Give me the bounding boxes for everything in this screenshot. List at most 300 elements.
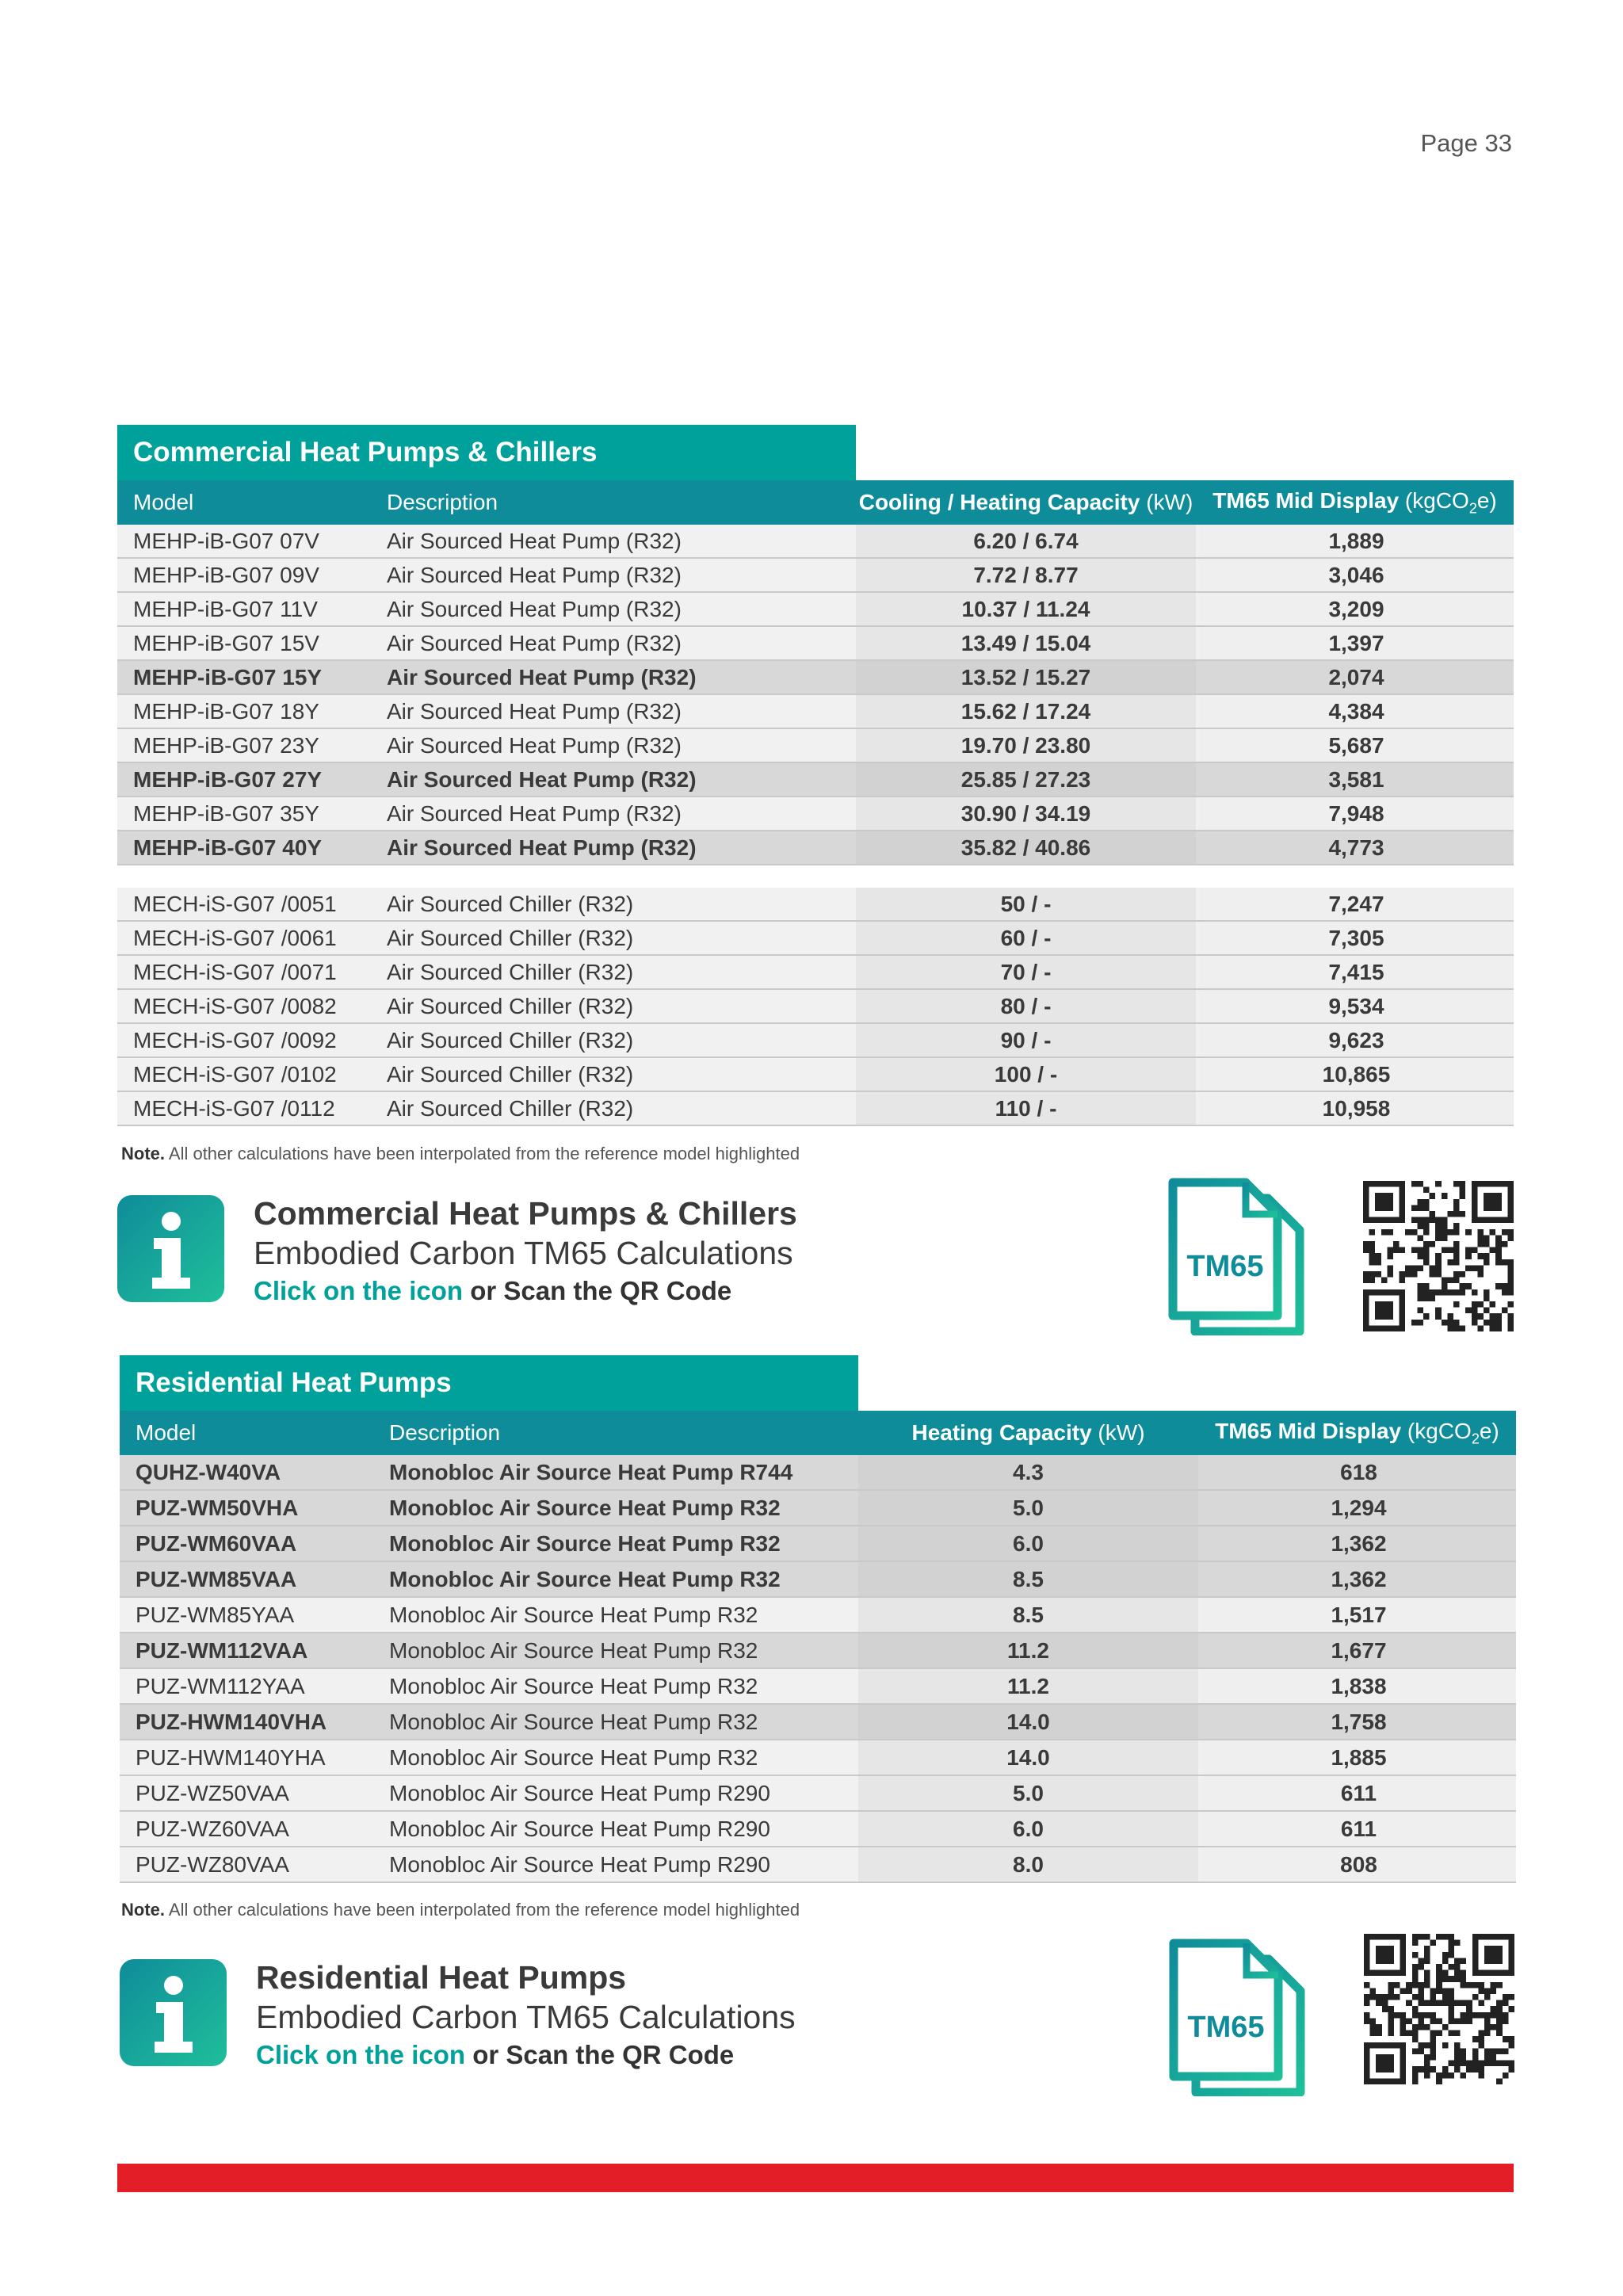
qr-module (1363, 1278, 1369, 1284)
qr-module (1453, 1229, 1460, 1236)
capacity-cell: 4.3 (858, 1455, 1198, 1489)
qr-module (1466, 2061, 1472, 2067)
qr-module (1370, 2018, 1377, 2024)
table-row (117, 763, 1514, 797)
qr-module (1394, 2012, 1400, 2019)
qr-module (1447, 1259, 1453, 1266)
qr-module (1388, 2012, 1394, 2019)
qr-module (1417, 1199, 1423, 1205)
qr-module (1430, 1289, 1436, 1296)
qr-module (1495, 1235, 1502, 1241)
commercial-header-row (117, 480, 1514, 525)
capacity-cell: 11.2 (858, 1669, 1198, 1703)
tm65-cell: 1,677 (1201, 1633, 1516, 1668)
qr-module (1412, 2036, 1419, 2042)
svg-text:TM65: TM65 (1187, 2011, 1265, 2044)
qr-module (1418, 2048, 1424, 2054)
qr-module (1460, 1289, 1466, 1296)
qr-module (1418, 2000, 1424, 2007)
qr-module (1453, 1271, 1460, 1278)
qr-module (1424, 1946, 1430, 1952)
model-cell: MECH-iS-G07 /0061 (133, 925, 337, 950)
qr-module (1454, 2048, 1461, 2054)
tm65-cell: 1,758 (1201, 1705, 1516, 1739)
tm65-cell: 808 (1201, 1847, 1516, 1881)
table-row (120, 1705, 1516, 1740)
table-row (117, 956, 1514, 990)
qr-module (1436, 1934, 1442, 1940)
qr-module (1484, 1308, 1490, 1314)
qr-module (1448, 1994, 1454, 2000)
residential-qr-code[interactable] (1364, 1934, 1514, 2084)
commercial-info-cta: Click on the icon or Scan the QR Code (254, 1276, 732, 1305)
qr-module (1375, 1301, 1393, 1320)
qr-module (1502, 1259, 1508, 1266)
qr-module (1435, 1259, 1442, 1266)
commercial-info-block (117, 1195, 1514, 1306)
qr-module (1490, 1247, 1496, 1254)
capacity-cell: 13.49 / 15.04 (856, 627, 1196, 659)
tm65-cell: 9,623 (1199, 1024, 1514, 1056)
qr-module (1418, 2018, 1424, 2024)
qr-module (1423, 1223, 1430, 1229)
qr-module (1411, 1181, 1418, 1187)
qr-module (1465, 1308, 1472, 1314)
qr-module (1461, 1958, 1467, 1964)
qr-module (1453, 1259, 1460, 1266)
qr-module (1453, 1289, 1460, 1296)
model-cell: PUZ-WM112VAA (136, 1637, 308, 1663)
tm65-cell: 3,581 (1199, 763, 1514, 796)
qr-module (1442, 1934, 1449, 1940)
qr-module (1496, 2078, 1503, 2084)
qr-module (1417, 1235, 1423, 1241)
description-cell: Air Sourced Heat Pump (R32) (387, 835, 697, 860)
qr-module (1490, 1301, 1496, 1308)
capacity-cell: 100 / - (856, 1058, 1196, 1091)
qr-module (1448, 2006, 1454, 2012)
qr-module (1496, 2000, 1503, 2007)
qr-module (1453, 1278, 1460, 1284)
table-row (117, 922, 1514, 956)
qr-module (1454, 2042, 1461, 2049)
qr-module (1406, 1982, 1412, 1988)
qr-module (1417, 1205, 1423, 1211)
qr-module (1447, 1320, 1453, 1326)
table-row (117, 990, 1514, 1024)
footer-red-bar (117, 2164, 1514, 2192)
table-row (120, 1562, 1516, 1598)
qr-module (1424, 2073, 1430, 2079)
qr-module (1424, 2024, 1430, 2030)
qr-module (1503, 2048, 1509, 2054)
description-cell: Air Sourced Heat Pump (R32) (387, 562, 682, 587)
capacity-cell: 80 / - (856, 990, 1196, 1022)
model-cell: MECH-iS-G07 /0051 (133, 891, 337, 916)
qr-module (1478, 2061, 1484, 2067)
qr-module (1369, 1241, 1376, 1247)
qr-module (1484, 1994, 1491, 2000)
qr-module (1472, 1265, 1478, 1271)
residential-info-title: Residential Heat Pumps (256, 1959, 627, 1996)
qr-module (1418, 2024, 1424, 2030)
info-icon[interactable] (117, 1195, 224, 1302)
table-row (120, 1847, 1516, 1883)
qr-module (1424, 1976, 1430, 1982)
qr-module (1430, 1217, 1436, 1224)
qr-module (1507, 1259, 1514, 1266)
capacity-cell: 70 / - (856, 956, 1196, 988)
qr-module (1412, 2030, 1419, 2037)
tm65-document-icon[interactable] (1164, 1934, 1307, 2096)
qr-module (1376, 1946, 1394, 1964)
qr-module (1491, 2048, 1497, 2054)
qr-module (1484, 2048, 1491, 2054)
qr-module (1453, 1199, 1460, 1205)
qr-module (1442, 2000, 1449, 2007)
qr-module (1435, 1313, 1442, 1320)
qr-module (1388, 1994, 1394, 2000)
qr-module (1472, 1301, 1478, 1308)
tm65-cell: 3,046 (1199, 559, 1514, 591)
header-description: Description (389, 1420, 501, 1445)
residential-info-cta: Click on the icon or Scan the QR Code (256, 2040, 735, 2069)
tm65-cell: 1,362 (1201, 1562, 1516, 1596)
qr-module (1411, 1217, 1418, 1224)
table-row (117, 695, 1514, 729)
header-model: Model (133, 490, 194, 514)
qr-module (1442, 2042, 1449, 2049)
qr-module (1430, 1271, 1436, 1278)
qr-module (1448, 2061, 1454, 2067)
qr-module (1508, 2066, 1514, 2073)
model-cell: MEHP-iB-G07 07V (133, 528, 319, 553)
qr-module (1466, 2006, 1472, 2012)
qr-module (1508, 2061, 1514, 2067)
qr-module (1418, 2012, 1424, 2019)
capacity-cell: 6.20 / 6.74 (856, 525, 1196, 557)
qr-module (1496, 2018, 1503, 2024)
qr-module (1447, 1247, 1453, 1254)
qr-module (1417, 1283, 1423, 1289)
click-icon-link[interactable]: Click on the icon (256, 2040, 466, 2069)
qr-module (1447, 1289, 1453, 1296)
qr-module (1495, 1313, 1502, 1320)
qr-module (1448, 2018, 1454, 2024)
qr-module (1466, 2000, 1472, 2007)
qr-module (1363, 1247, 1369, 1254)
tm65-cell: 1,294 (1201, 1491, 1516, 1525)
qr-module (1369, 1278, 1376, 1284)
qr-module (1454, 2054, 1461, 2061)
model-cell: QUHZ-W40VA (136, 1459, 281, 1484)
qr-module (1382, 1994, 1388, 2000)
qr-module (1453, 1181, 1460, 1187)
qr-module (1461, 2054, 1467, 2061)
qr-module (1472, 1982, 1479, 1988)
qr-module (1507, 1271, 1514, 1278)
qr-module (1495, 1247, 1502, 1254)
qr-module (1454, 2030, 1461, 2037)
description-cell: Monobloc Air Source Heat Pump R32 (389, 1602, 758, 1627)
tm65-cell: 1,362 (1201, 1526, 1516, 1561)
qr-module (1472, 1308, 1478, 1314)
model-cell: MEHP-iB-G07 35Y (133, 800, 319, 826)
qr-module (1417, 1295, 1423, 1301)
qr-module (1442, 1193, 1448, 1199)
qr-module (1442, 1283, 1448, 1289)
capacity-cell: 50 / - (856, 888, 1196, 920)
description-cell: Monobloc Air Source Heat Pump R32 (389, 1637, 758, 1663)
qr-module (1430, 1988, 1437, 1994)
qr-module (1478, 2000, 1484, 2007)
qr-module (1491, 2024, 1497, 2030)
click-icon-link[interactable]: Click on the icon (254, 1276, 464, 1305)
qr-module (1435, 1229, 1442, 1236)
qr-module (1423, 1259, 1430, 1266)
qr-module (1424, 2061, 1430, 2067)
qr-module (1477, 1235, 1484, 1241)
qr-module (1461, 1976, 1467, 1982)
qr-module (1442, 1970, 1449, 1977)
qr-module (1364, 1982, 1370, 1988)
qr-module (1454, 2061, 1461, 2067)
qr-module (1430, 1295, 1436, 1301)
capacity-cell: 10.37 / 11.24 (856, 593, 1196, 625)
model-cell: PUZ-WM85VAA (136, 1566, 297, 1591)
qr-module (1442, 1320, 1448, 1326)
qr-module (1490, 1320, 1496, 1326)
description-cell: Air Sourced Heat Pump (R32) (387, 630, 682, 655)
qr-module (1477, 1241, 1484, 1247)
qr-module (1453, 1247, 1460, 1254)
qr-module (1503, 1994, 1509, 2000)
qr-module (1418, 1994, 1424, 2000)
qr-module (1503, 2018, 1509, 2024)
qr-module (1442, 1247, 1448, 1254)
qr-module (1423, 1205, 1430, 1211)
description-cell: Air Sourced Heat Pump (R32) (387, 528, 682, 553)
qr-module (1477, 1325, 1484, 1331)
qr-module (1424, 2066, 1430, 2073)
qr-module (1491, 2061, 1497, 2067)
tm65-cell: 9,534 (1199, 990, 1514, 1022)
qr-module (1466, 2012, 1472, 2019)
qr-module (1491, 1982, 1497, 1988)
tm65-cell: 7,415 (1199, 956, 1514, 988)
description-cell: Air Sourced Chiller (R32) (387, 993, 634, 1018)
description-cell: Air Sourced Heat Pump (R32) (387, 664, 697, 690)
qr-module (1478, 1982, 1484, 1988)
tm65-cell: 618 (1201, 1455, 1516, 1489)
qr-module (1484, 1193, 1502, 1211)
qr-module (1435, 1235, 1442, 1241)
qr-module (1442, 1289, 1448, 1296)
residential-info-subtitle: Embodied Carbon TM65 Calculations (256, 1999, 796, 2035)
qr-module (1442, 1994, 1449, 2000)
qr-module (1430, 2012, 1437, 2019)
info-icon[interactable] (120, 1959, 227, 2066)
qr-module (1375, 1253, 1381, 1259)
qr-module (1435, 1289, 1442, 1296)
qr-module (1472, 2066, 1479, 2073)
qr-module (1461, 2018, 1467, 2024)
qr-module (1430, 2054, 1437, 2061)
qr-module (1400, 2018, 1407, 2024)
qr-module (1477, 1313, 1484, 1320)
qr-module (1412, 2006, 1419, 2012)
qr-module (1376, 2030, 1382, 2037)
qr-module (1393, 1241, 1400, 1247)
qr-module (1412, 2078, 1419, 2084)
qr-module (1454, 2000, 1461, 2007)
model-cell: MEHP-iB-G07 09V (133, 562, 319, 587)
model-cell: MECH-iS-G07 /0112 (133, 1095, 335, 1121)
model-cell: MEHP-iB-G07 40Y (133, 835, 323, 860)
qr-module (1400, 2030, 1407, 2037)
capacity-cell: 14.0 (858, 1705, 1198, 1739)
qr-module (1453, 1241, 1460, 1247)
qr-module (1466, 2066, 1472, 2073)
qr-module (1423, 1295, 1430, 1301)
qr-module (1406, 2000, 1412, 2007)
qr-module (1478, 2073, 1484, 2079)
description-cell: Air Sourced Heat Pump (R32) (387, 698, 682, 724)
tm65-cell: 611 (1201, 1812, 1516, 1846)
qr-module (1400, 1247, 1406, 1254)
capacity-cell: 14.0 (858, 1740, 1198, 1775)
qr-module (1503, 2000, 1509, 2007)
qr-module (1436, 2078, 1442, 2084)
qr-module (1503, 2073, 1509, 2079)
qr-module (1424, 1970, 1430, 1977)
description-cell: Air Sourced Heat Pump (R32) (387, 732, 682, 758)
qr-module (1472, 2054, 1479, 2061)
qr-module (1411, 1265, 1418, 1271)
residential-info-block (120, 1959, 1516, 2070)
qr-module (1417, 1308, 1423, 1314)
tm65-cell: 4,773 (1199, 831, 1514, 864)
qr-module (1495, 1320, 1502, 1326)
qr-module (1412, 1964, 1419, 1970)
model-cell: PUZ-HWM140VHA (136, 1709, 327, 1734)
qr-module (1477, 1265, 1484, 1271)
page-number: Page 33 (1420, 129, 1512, 157)
qr-module (1412, 2048, 1419, 2054)
qr-module (1460, 1193, 1466, 1199)
table-row (117, 1058, 1514, 1092)
qr-module (1477, 1229, 1484, 1236)
table-row (120, 1526, 1516, 1562)
qr-module (1507, 1265, 1514, 1271)
qr-module (1430, 2018, 1437, 2024)
qr-module (1417, 1223, 1423, 1229)
qr-module (1507, 1229, 1514, 1236)
commercial-qr-code[interactable] (1363, 1181, 1514, 1331)
qr-module (1411, 1271, 1418, 1278)
qr-module (1460, 1325, 1466, 1331)
qr-module (1484, 1320, 1490, 1326)
qr-module (1382, 2006, 1388, 2012)
table-row (120, 1669, 1516, 1705)
qr-module (1424, 1934, 1430, 1940)
qr-module (1453, 1223, 1460, 1229)
capacity-cell: 8.5 (858, 1562, 1198, 1596)
qr-module (1400, 2012, 1407, 2019)
qr-module (1363, 1241, 1369, 1247)
capacity-cell: 90 / - (856, 1024, 1196, 1056)
qr-module (1436, 1982, 1442, 1988)
qr-module (1406, 2018, 1412, 2024)
qr-module (1484, 1241, 1490, 1247)
qr-module (1496, 1982, 1503, 1988)
description-cell: Monobloc Air Source Heat Pump R290 (389, 1816, 770, 1841)
qr-module (1400, 2024, 1407, 2030)
qr-module (1472, 2012, 1479, 2019)
qr-module (1369, 1259, 1376, 1266)
description-cell: Monobloc Air Source Heat Pump R290 (389, 1851, 770, 1877)
qr-module (1478, 1988, 1484, 1994)
qr-module (1436, 1970, 1442, 1977)
qr-module (1447, 1229, 1453, 1236)
qr-module (1387, 1253, 1393, 1259)
tm65-document-icon[interactable] (1163, 1173, 1306, 1335)
model-cell: PUZ-WM85YAA (136, 1602, 295, 1627)
table-row (117, 831, 1514, 865)
qr-module (1502, 1283, 1508, 1289)
model-cell: PUZ-WM50VHA (136, 1495, 299, 1520)
qr-module (1490, 1313, 1496, 1320)
capacity-cell: 6.0 (858, 1526, 1198, 1561)
description-cell: Monobloc Air Source Heat Pump R32 (389, 1495, 781, 1520)
header-model: Model (136, 1420, 197, 1445)
qr-module (1394, 1994, 1400, 2000)
table-row (117, 1092, 1514, 1126)
qr-module (1411, 1229, 1418, 1236)
qr-module (1453, 1320, 1460, 1326)
qr-module (1503, 2061, 1509, 2067)
qr-module (1442, 1958, 1449, 1964)
qr-module (1461, 2073, 1467, 2079)
description-cell: Air Sourced Heat Pump (R32) (387, 766, 697, 792)
qr-module (1477, 1253, 1484, 1259)
qr-module (1507, 1283, 1514, 1289)
capacity-cell: 19.70 / 23.80 (856, 729, 1196, 762)
description-cell: Monobloc Air Source Heat Pump R32 (389, 1566, 781, 1591)
qr-module (1442, 1229, 1448, 1236)
capacity-cell: 60 / - (856, 922, 1196, 954)
qr-module (1418, 1934, 1424, 1940)
qr-module (1387, 1229, 1393, 1236)
qr-module (1484, 1289, 1490, 1296)
qr-module (1453, 1211, 1460, 1217)
qr-module (1375, 1271, 1381, 1278)
qr-module (1436, 1976, 1442, 1982)
qr-module (1435, 1217, 1442, 1224)
residential-table (120, 1355, 1516, 1883)
qr-module (1495, 1283, 1502, 1289)
qr-module (1364, 2012, 1370, 2019)
tm65-cell: 1,397 (1199, 627, 1514, 659)
qr-module (1507, 1301, 1514, 1308)
qr-module (1447, 1325, 1453, 1331)
qr-module (1364, 2000, 1370, 2007)
qr-module (1370, 2024, 1377, 2030)
qr-module (1461, 1970, 1467, 1977)
qr-module (1424, 1958, 1430, 1964)
qr-module (1411, 1205, 1418, 1211)
qr-module (1424, 2042, 1430, 2049)
